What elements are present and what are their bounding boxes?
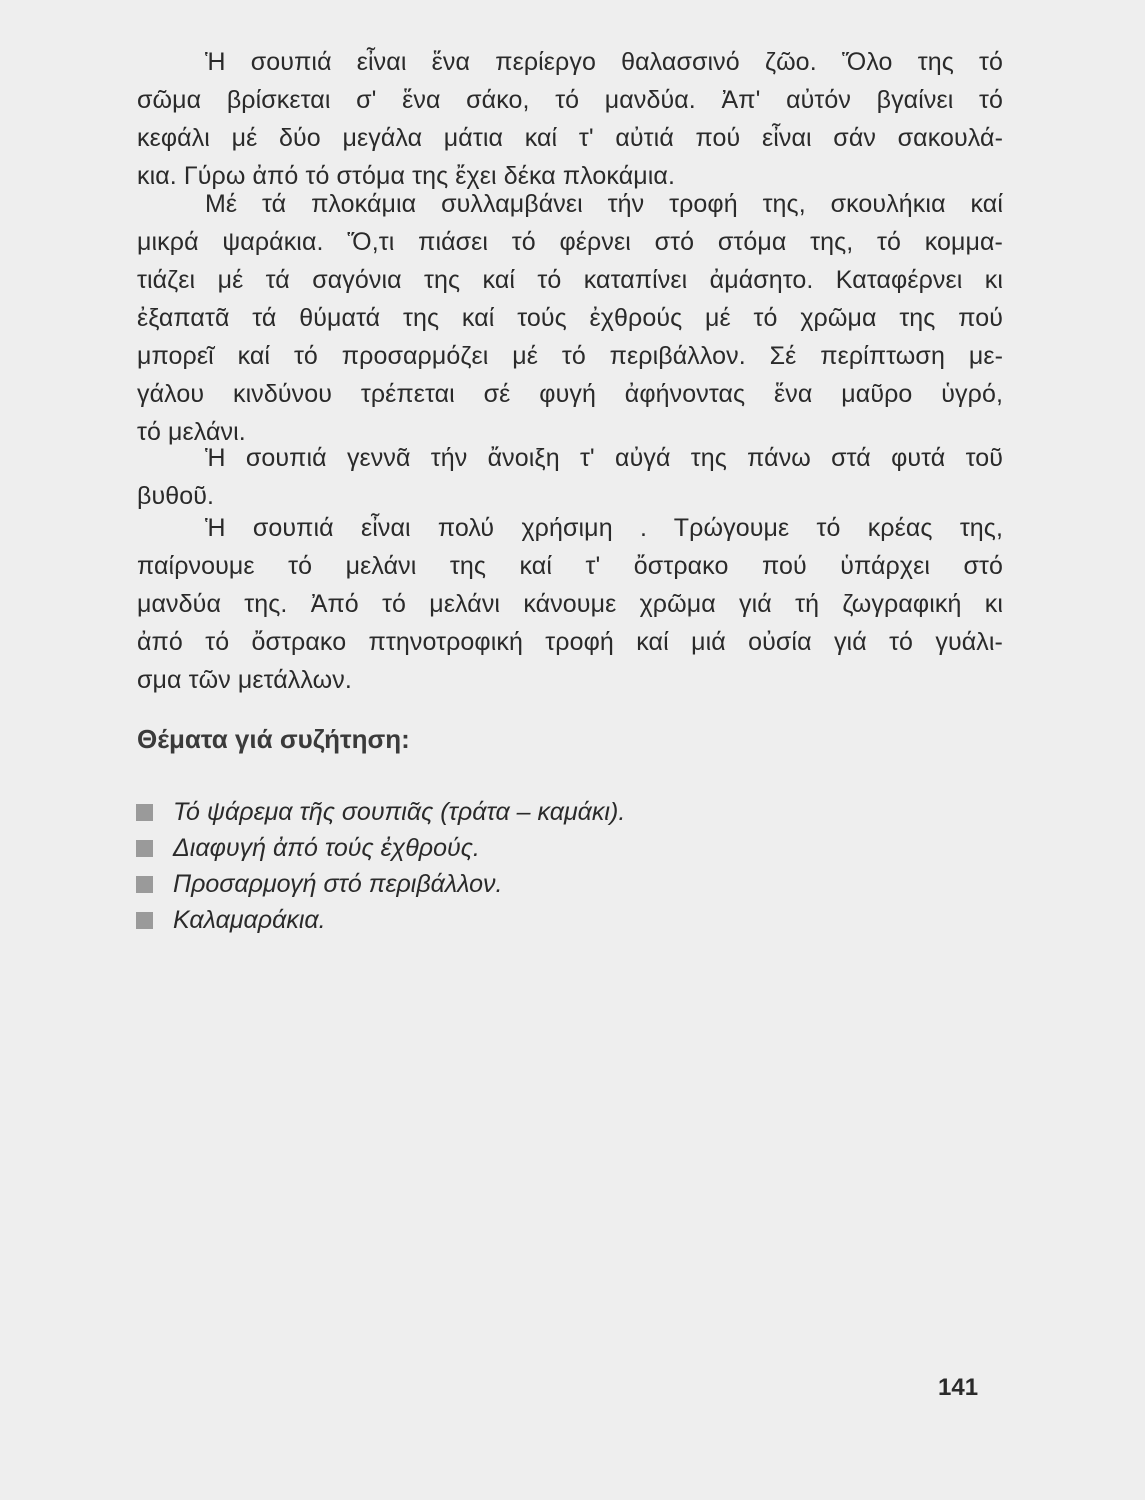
page-number: 141: [938, 1374, 979, 1401]
list-item: [136, 902, 625, 938]
paragraph-4-line-4: ἀπό τό ὄστρακο πτηνοτροφική τροφή καί μιά οὐσία γιά τό γυάλι-: [137, 628, 1003, 656]
list-item: [136, 830, 625, 866]
square-bullet-icon: [136, 912, 153, 929]
list-item: [136, 866, 625, 902]
square-bullet-icon: [136, 804, 153, 821]
topic-text: Προσαρμογή στό περιβάλλον.: [173, 869, 503, 898]
topic-text: Καλαμαράκια.: [173, 905, 326, 934]
square-bullet-icon: [136, 876, 153, 893]
paragraph-2-line-4: ἐξαπατᾶ τά θύματά της καί τούς ἐχθρούς μέ τό χρῶμα της πού: [137, 304, 1003, 332]
square-bullet-icon: [136, 840, 153, 857]
paragraph-3-line-2: βυθοῦ.: [137, 482, 215, 510]
paragraph-4-line-5: σμα τῶν μετάλλων.: [137, 666, 352, 694]
discussion-heading: Θέματα γιά συζήτηση:: [137, 724, 410, 754]
paragraph-1-line-4: κια. Γύρω ἀπό τό στόμα της ἔχει δέκα πλοκάμια.: [137, 162, 676, 190]
list-item: [136, 794, 625, 830]
discussion-topics-list: [136, 794, 625, 938]
paragraph-1-line-2: σῶμα βρίσκεται σ' ἕνα σάκο, τό μανδύα. Ἀπ' αὐτόν βγαίνει τό: [137, 86, 1003, 114]
topic-text: Διαφυγή ἀπό τούς ἐχθρούς.: [173, 833, 480, 862]
topic-text: Τό ψάρεμα τῆς σουπιᾶς (τράτα – καμάκι).: [173, 797, 626, 826]
paragraph-4-line-1: Ἡ σουπιά εἶναι πολύ χρήσιμη . Τρώγουμε τό κρέας της,: [205, 514, 1003, 542]
paragraph-3-line-1: Ἡ σουπιά γεννᾶ τήν ἄνοιξη τ' αὐγά της πάνω στά φυτά τοῦ: [205, 444, 1003, 472]
paragraph-1-line-1: Ἡ σουπιά εἶναι ἕνα περίεργο θαλασσινό ζῶο. Ὅλο της τό: [205, 48, 1003, 76]
paragraph-4-line-2: παίρνουμε τό μελάνι της καί τ' ὄστρακο πού ὑπάρχει στό: [137, 552, 1003, 580]
paragraph-2-line-5: μπορεῖ καί τό προσαρμόζει μέ τό περιβάλλον. Σέ περίπτωση με-: [137, 342, 1003, 370]
paragraph-2-line-7: τό μελάνι.: [137, 418, 246, 446]
paragraph-2-line-2: μικρά ψαράκια. Ὅ,τι πιάσει τό φέρνει στό στόμα της, τό κομμα-: [137, 228, 1003, 256]
paragraph-2-line-6: γάλου κινδύνου τρέπεται σέ φυγή ἀφήνοντας ἕνα μαῦρο ὑγρό,: [137, 380, 1003, 408]
paragraph-1-line-3: κεφάλι μέ δύο μεγάλα μάτια καί τ' αὐτιά πού εἶναι σάν σακουλά-: [137, 124, 1003, 152]
paragraph-2-line-1: Μέ τά πλοκάμια συλλαμβάνει τήν τροφή της, σκουλήκια καί: [205, 190, 1003, 218]
paragraph-4-line-3: μανδύα της. Ἀπό τό μελάνι κάνουμε χρῶμα γιά τή ζωγραφική κι: [137, 590, 1003, 618]
paragraph-2-line-3: τιάζει μέ τά σαγόνια της καί τό καταπίνει ἀμάσητο. Καταφέρνει κι: [137, 266, 1003, 294]
